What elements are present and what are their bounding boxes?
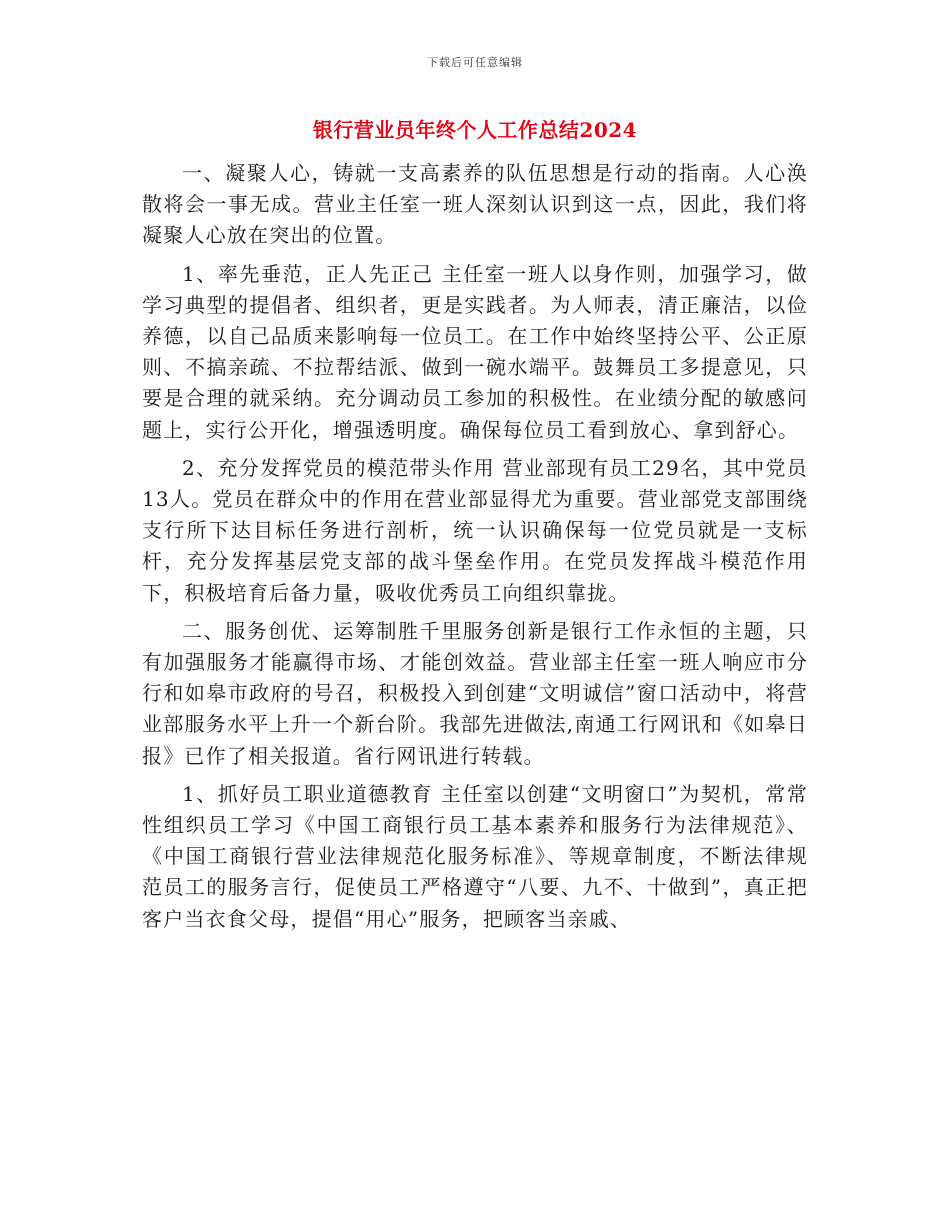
document-body <box>142 158 808 942</box>
document-title: 银行营业员年终个人工作总结2024 <box>312 118 638 142</box>
paragraph-4: 二、服务创优、运筹制胜千里服务创新是银行工作永恒的主题，只有加强服务才能赢得市场、才能创效益。营业部主任室一班人响应市分行和如皋市政府的号召，积极投入到创建“文明诚信”窗口活动中，将营业部服务水平上升一个新台阶。我部先进做法,南通工行网讯和《如皋日报》已作了相关报道。省行网讯进行转载。 <box>142 618 808 768</box>
header-note: 下载后可任意编辑 <box>427 56 523 69</box>
paragraph-2: 1、率先垂范，正人先正己 主任室一班人以身作则，加强学习，做学习典型的提倡者、组织者，更是实践者。为人师表，清正廉洁，以俭养德，以自己品质来影响每一位员工。在工作中始终坚持公平、公正原则、不搞亲疏、不拉帮结派、做到一碗水端平。鼓舞员工多提意见，只要是合理的就采纳。充分调动员工参加的积极性。在业绩分配的敏感问题上，实行公开化，增强透明度。确保每位员工看到放心、拿到舒心。 <box>142 261 808 442</box>
paragraph-3: 2、充分发挥党员的模范带头作用 营业部现有员工29名，其中党员13人。党员在群众中的作用在营业部显得尤为重要。营业部党支部围绕支行所下达目标任务进行剖析，统一认识确保每一位党员就是一支标杆，充分发挥基层党支部的战斗堡垒作用。在党员发挥战斗模范作用下，积极培育后备力量，吸收优秀员工向组织靠拢。 <box>142 455 808 605</box>
paragraph-5: 1、抓好员工职业道德教育 主任室以创建“文明窗口”为契机，常常性组织员工学习《中国工商银行员工基本素养和服务行为法律规范》、《中国工商银行营业法律规范化服务标准》、等规章制度，不断法律规范员工的服务言行，促使员工严格遵守“八要、九不、十做到”，真正把客户当衣食父母，提倡“用心”服务，把顾客当亲戚、 <box>142 781 808 931</box>
paragraph-1: 一、凝聚人心，铸就一支高素养的队伍思想是行动的指南。人心涣散将会一事无成。营业主任室一班人深刻认识到这一点，因此，我们将凝聚人心放在突出的位置。 <box>142 161 808 248</box>
